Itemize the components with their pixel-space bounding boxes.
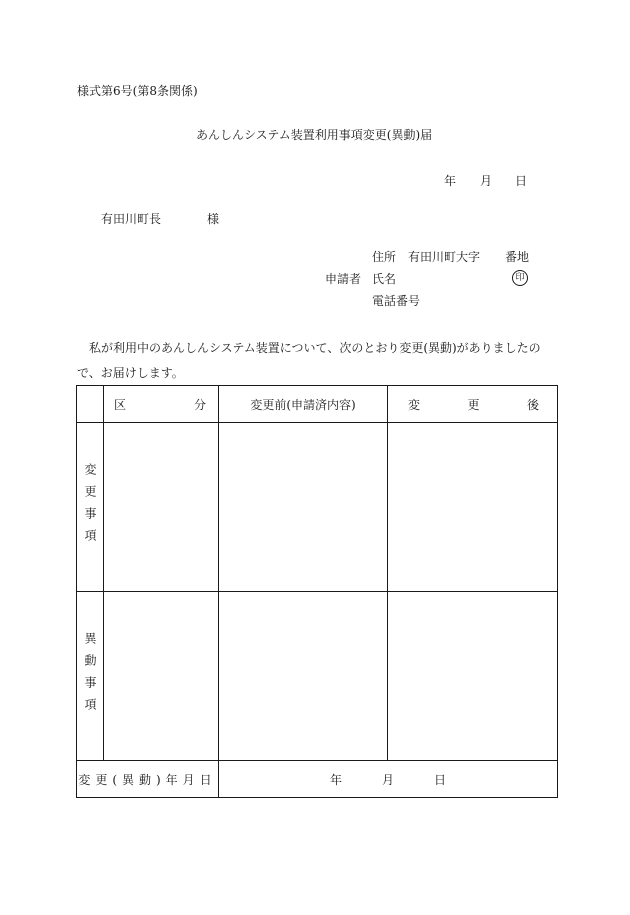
header-category-b: 分 bbox=[193, 397, 206, 412]
header-category bbox=[104, 386, 219, 423]
date-year-label: 年 bbox=[444, 174, 457, 188]
header-before bbox=[219, 386, 388, 423]
table-row-change bbox=[77, 423, 558, 592]
header-blank-cell bbox=[77, 386, 104, 423]
phone-label: 電話番号 bbox=[372, 294, 421, 308]
row-label-cell bbox=[77, 592, 104, 761]
header-after-b: 更 bbox=[467, 397, 480, 412]
addressee-name: 有田川町長 bbox=[101, 212, 162, 226]
change-before-cell[interactable] bbox=[219, 423, 388, 592]
footer-date-cell[interactable] bbox=[219, 761, 558, 798]
footer-label: 変更(異動)年月日 bbox=[78, 772, 217, 787]
body-text: 私が利用中のあんしんシステム装置について、次のとおり変更(異動)がありましたので、お届けします。 bbox=[77, 341, 541, 380]
move-before-cell[interactable] bbox=[219, 592, 388, 761]
footer-label-cell bbox=[77, 761, 219, 798]
address-value: 有田川町大字 bbox=[408, 250, 481, 264]
address-label: 住所 bbox=[372, 250, 397, 264]
name-label: 氏名 bbox=[372, 272, 397, 286]
date-month-label: 月 bbox=[480, 174, 493, 188]
address-suffix: 番地 bbox=[505, 250, 530, 264]
form-number: 様式第6号(第8条関係) bbox=[77, 84, 198, 98]
page-title: あんしんシステム装置利用事項変更(異動)届 bbox=[196, 128, 433, 142]
move-after-cell[interactable] bbox=[388, 592, 558, 761]
header-before-label: 変更前(申請済内容) bbox=[250, 397, 356, 412]
change-table bbox=[76, 385, 558, 798]
addressee-honorific: 様 bbox=[207, 212, 220, 226]
table-header-row bbox=[77, 386, 558, 423]
footer-year: 年 bbox=[329, 772, 342, 787]
change-after-cell[interactable] bbox=[388, 423, 558, 592]
move-category-cell[interactable] bbox=[104, 592, 219, 761]
row-label-cell bbox=[77, 423, 104, 592]
row-label-change: 変更事項 bbox=[83, 463, 97, 551]
header-after bbox=[388, 386, 558, 423]
row-label-move: 異動事項 bbox=[83, 632, 97, 720]
table-row-move bbox=[77, 592, 558, 761]
header-category-a: 区 bbox=[114, 397, 127, 412]
seal-icon: 印 bbox=[512, 270, 528, 286]
footer-month: 月 bbox=[381, 772, 394, 787]
table-footer-row bbox=[77, 761, 558, 798]
header-after-c: 後 bbox=[526, 397, 539, 412]
applicant-label: 申請者 bbox=[325, 272, 362, 286]
date-day-label: 日 bbox=[515, 174, 528, 188]
header-after-a: 変 bbox=[408, 397, 421, 412]
change-category-cell[interactable] bbox=[104, 423, 219, 592]
footer-day: 日 bbox=[434, 772, 447, 787]
